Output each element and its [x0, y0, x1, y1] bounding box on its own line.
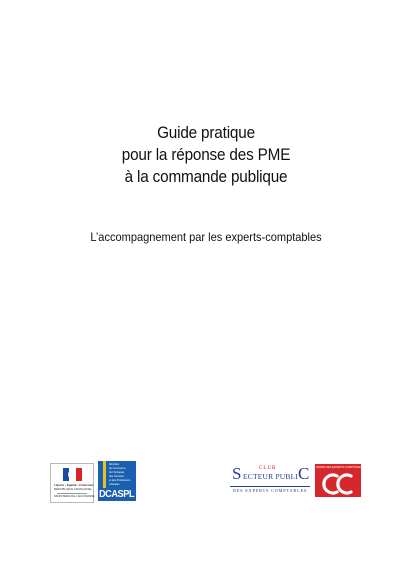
dcaspl-logo	[98, 461, 138, 503]
rf-name: RÉPUBLIQUE FRANÇAISE	[54, 487, 92, 491]
club-initial-c: C	[298, 464, 310, 483]
club-initial-s: S	[232, 464, 242, 483]
dcaspl-text-line: Libérales	[109, 483, 120, 486]
club-tagline: DES EXPERTS COMPTABLES	[230, 486, 310, 493]
dcaspl-text-line: du Commerce,	[109, 467, 127, 470]
club-label: CLUB	[259, 466, 277, 471]
club-secteur-public-logo	[230, 465, 310, 497]
dcaspl-text-line: et des Professions	[109, 479, 131, 482]
dcaspl-text-line: Direction	[109, 463, 120, 466]
document-subtitle: L’accompagnement par les experts-comptables	[90, 230, 322, 244]
document-title	[0, 122, 412, 188]
ordre-caption: ORDRE DES EXPERTS-COMPTABLES	[316, 466, 363, 469]
dcaspl-text-line: de l'Artisanat,	[109, 471, 125, 474]
dcaspl-stripe	[103, 461, 106, 488]
republique-francaise-logo	[50, 463, 94, 503]
marianne-profile-icon	[68, 470, 75, 479]
ordre-experts-comptables-logo	[315, 464, 361, 497]
dcaspl-text-line: des Services	[109, 475, 124, 478]
ordre-cc-mark-icon	[320, 472, 356, 496]
dcaspl-name: DCASPL	[99, 489, 135, 500]
title-line: pour la réponse des PME	[121, 145, 291, 164]
club-name: ECTEUR PUBLI	[243, 472, 299, 481]
title-line: Guide pratique	[157, 123, 255, 142]
rf-ministry: MINISTÈRE DE L’ÉCONOMIE	[54, 494, 95, 498]
rf-motto: Liberté • Égalité • Fraternité	[54, 483, 94, 487]
title-line: à la commande publique	[124, 167, 288, 186]
